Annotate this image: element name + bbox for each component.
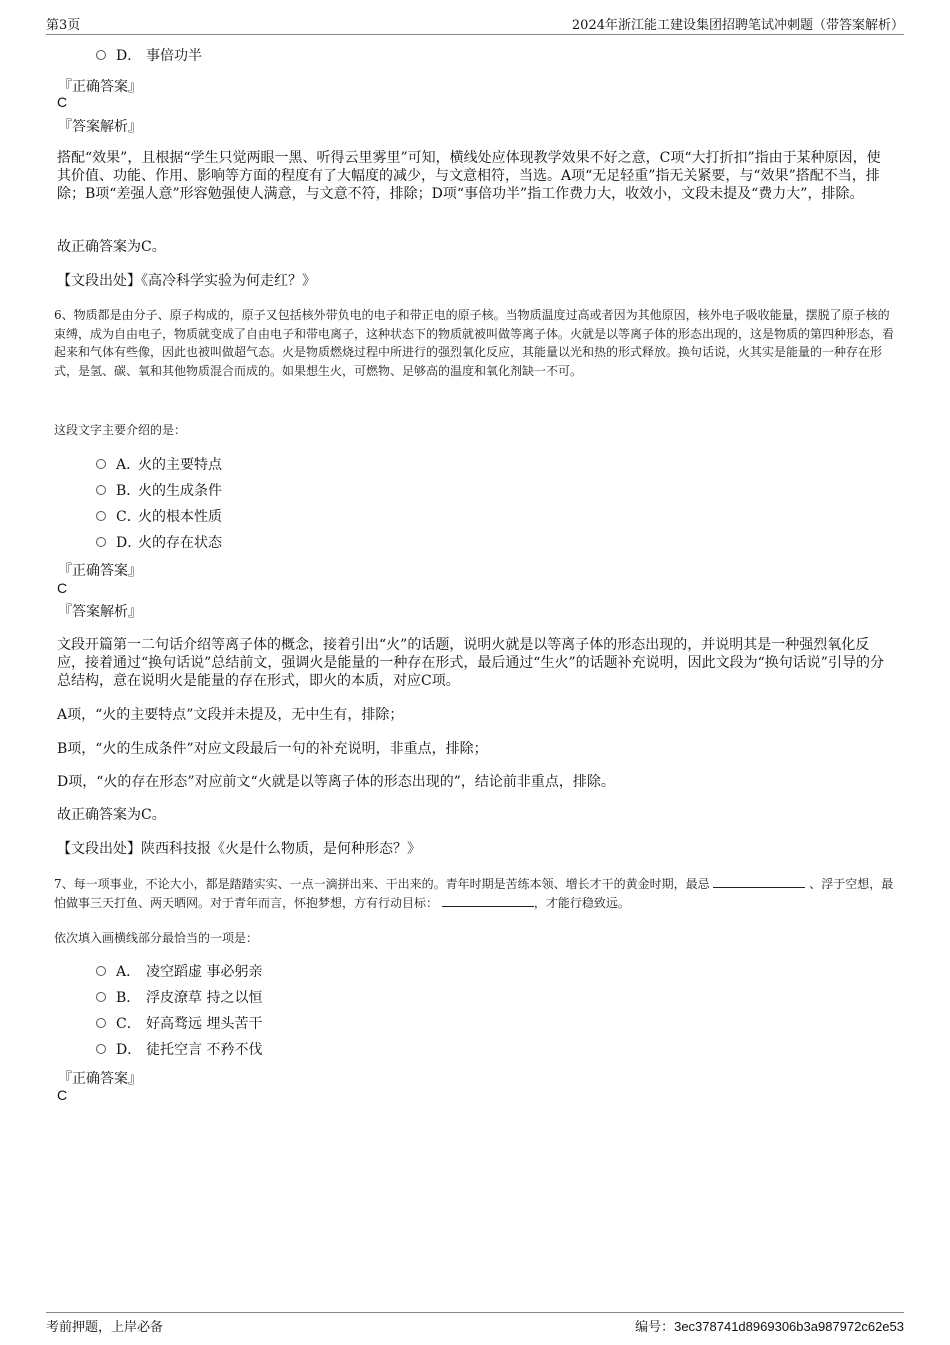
q7-prompt: 依次填入画横线部分最恰当的一项是： [54, 931, 259, 945]
q5-answer-label: 『正确答案』 [58, 79, 142, 95]
page-header [46, 14, 904, 35]
page-footer [46, 1312, 904, 1337]
q5-option-d[interactable]: D． 事倍功半 [96, 46, 202, 66]
fill-blank-1[interactable] [713, 875, 805, 888]
q6-answer-label: 『正确答案』 [58, 563, 142, 579]
q7-answer: C [57, 1087, 68, 1103]
q6-stem: 6、物质都是由分子、原子构成的，原子又包括核外带负电的电子和带正电的原子核。当物质温度过高或者因为其他原因，核外电子吸收能量，摆脱了原子核的束缚，成为自由电子，物质就变成了自由电子和带电离子，这种状态下的物质就被叫做等离子体。火就是以等离子体的形态出现的，这是物质的第四种形态，看起来和气体有些像，因此也被叫做超气态。火是物质燃烧过程中所进行的强烈氧化反应，其能量以光和热的形式释放。换句话说，火其实是能量的一种存在形式，是氢、碳、氧和其他物质混合而成的。如果想生火，可燃物、足够高的温度和氧化剂缺一不可。 [54, 308, 895, 378]
q5-analysis: 搭配“效果”，且根据“学生只觉两眼一黑、听得云里雾里”可知，横线处应体现教学效果不好之意，C项“大打折扣”指由于某种原因，使其价值、功能、作用、影响等方面的程度有了大幅度的减少，与文意相符，当选。A项“无足轻重”指无关紧要，与“效果”搭配不当，排除；B项“差强人意”形容勉强使人满意，与文意不符，排除；D项“事倍功半”指工作费力大，收效小，文段未提及“费力大”，排除。 [57, 150, 881, 202]
q5-conclusion: 故正确答案为C。 [57, 239, 166, 255]
q7-option-a[interactable]: A． 凌空蹈虚 事必躬亲 [96, 962, 262, 982]
q7-option-b[interactable]: B． 浮皮潦草 持之以恒 [96, 988, 262, 1008]
q5-source: 【文段出处】《高冷科学实验为何走红？》 [57, 273, 316, 289]
radio-icon[interactable] [96, 1018, 106, 1028]
q7-option-d[interactable]: D． 徒托空言 不矜不伐 [96, 1040, 262, 1060]
radio-icon[interactable] [96, 992, 106, 1002]
q5-analysis-label: 『答案解析』 [58, 119, 142, 135]
q7-stem: 7、每一项事业，不论大小，都是踏踏实实、一点一滴拼出来、干出来的。青年时期是苦练本领、增长才干的黄金时期，最忌 、浮于空想，最怕做事三天打鱼、两天晒网。对于青年而言，怀抱梦想，方有行动目标： ，才能行稳致远。 [54, 877, 894, 910]
q6-source: 【文段出处】陕西科技报《火是什么物质，是何种形态？》 [57, 841, 421, 857]
q6-answer: C [57, 580, 68, 596]
q6-option-a[interactable]: A．火的主要特点 [96, 455, 222, 475]
q6-analysis-label: 『答案解析』 [58, 604, 142, 620]
q6-note-a: A项，“火的主要特点”文段并未提及，无中生有，排除； [57, 707, 404, 723]
q6-note-d: D项，“火的存在形态”对应前文“火就是以等离子体的形态出现的”，结论前非重点，排除。 [57, 774, 615, 790]
radio-icon[interactable] [96, 537, 106, 547]
radio-icon[interactable] [96, 511, 106, 521]
q6-note-b: B项，“火的生成条件”对应文段最后一句的补充说明，非重点，排除； [57, 741, 488, 757]
radio-icon[interactable] [96, 1044, 106, 1054]
page-number: 第3页 [46, 18, 81, 33]
q6-prompt: 这段文字主要介绍的是： [54, 423, 187, 437]
radio-icon[interactable] [96, 459, 106, 469]
q5-answer: C [57, 94, 68, 110]
fill-blank-2[interactable] [442, 894, 534, 907]
document-title: 2024年浙江能工建设集团招聘笔试冲刺题（带答案解析） [571, 18, 904, 33]
q6-option-d[interactable]: D．火的存在状态 [96, 533, 222, 553]
q7-answer-label: 『正确答案』 [58, 1071, 142, 1087]
q6-option-b[interactable]: B．火的生成条件 [96, 481, 222, 501]
q6-analysis: 文段开篇第一二句话介绍等离子体的概念，接着引出“火”的话题，说明火就是以等离子体的形态出现的，并说明其是一种强烈氧化反应，接着通过“换句话说”总结前文，强调火是能量的一种存在形式，最后通过“生火”的话题补充说明，因此文段为“换句话说”引导的分总结构，意在说明火是能量的存在形式，即火的本质，对应C项。 [57, 637, 884, 689]
q6-option-c[interactable]: C．火的根本性质 [96, 507, 222, 527]
q7-option-c[interactable]: C． 好高骛远 埋头苦干 [96, 1014, 262, 1034]
footer-slogan: 考前押题，上岸必备 [46, 1320, 164, 1335]
radio-icon[interactable] [96, 485, 106, 495]
radio-icon[interactable] [96, 50, 106, 60]
radio-icon[interactable] [96, 966, 106, 976]
document-code: 编号：3ec378741d8969306b3a987972c62e53 [635, 1319, 904, 1335]
q6-conclusion: 故正确答案为C。 [57, 807, 166, 823]
